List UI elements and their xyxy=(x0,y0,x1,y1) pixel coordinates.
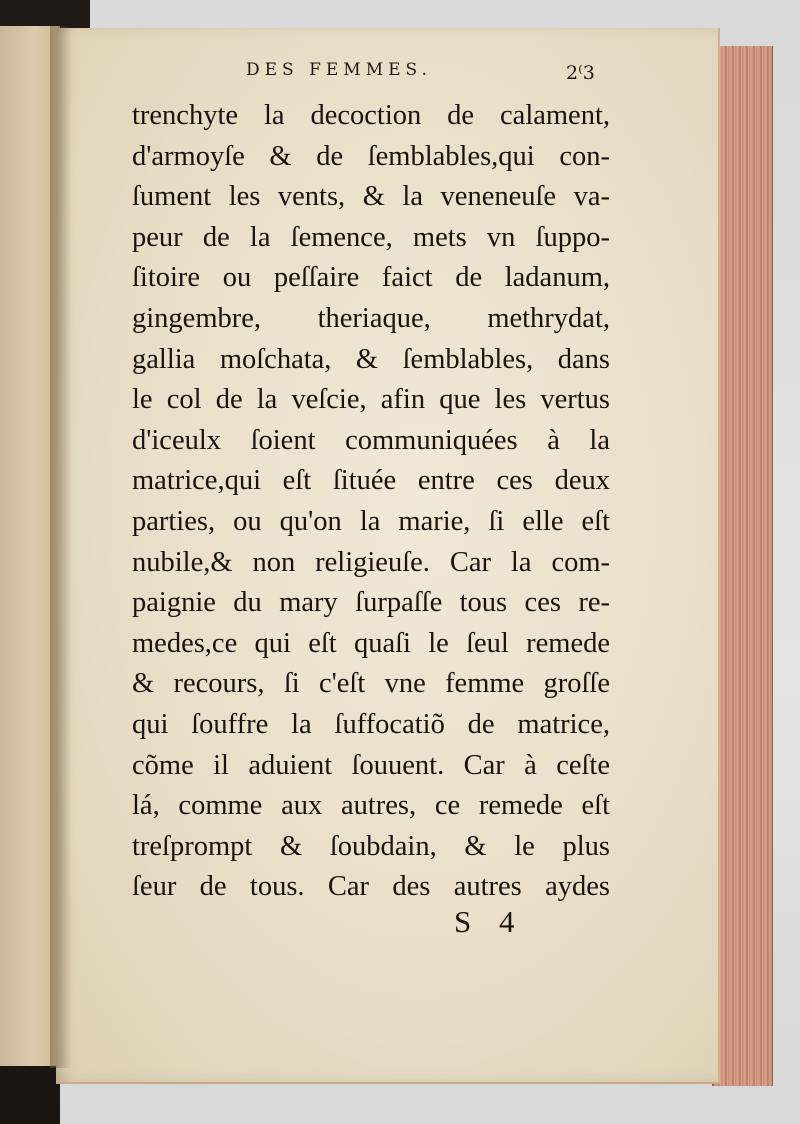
text-line: ſitoire ou peſſaire faict de ladanum, xyxy=(132,262,610,294)
text-line: gingembre, theriaque, methrydat, xyxy=(132,302,610,334)
text-line: nubile,& non religieuſe. Car la com- xyxy=(132,546,610,578)
text-line: matrice,qui eſt ſituée entre ces deux xyxy=(132,465,610,497)
text-line: gallia moſchata, & ſemblables, dans xyxy=(132,343,610,375)
text-line: d'armoyſe & de ſemblables,qui con- xyxy=(132,140,610,172)
text-line: trenchyte la decoction de calament, xyxy=(132,100,610,131)
page-number: 2⁽3 xyxy=(566,62,595,84)
gutter-shadow xyxy=(50,26,72,1068)
text-line: ſeur de tous. Car des autres aydes xyxy=(132,871,610,903)
running-head: DES FEMMES. xyxy=(246,60,432,80)
text-line: lá, comme aux autres, ce remede eſt xyxy=(132,790,610,822)
text-line: parties, ou qu'on la marie, ſi elle eſt xyxy=(132,505,610,537)
text-line: d'iceulx ſoient communiquées à la xyxy=(132,424,610,456)
signature-mark: S 4 xyxy=(454,904,525,939)
text-line: medes,ce qui eſt quaſi le ſeul remede xyxy=(132,627,610,659)
text-line: cõme il aduient ſouuent. Car à ceſte xyxy=(132,749,610,781)
text-line: qui ſouffre la ſuffocatiõ de matrice, xyxy=(132,708,610,740)
text-line: peur de la ſemence, mets vn ſuppo- xyxy=(132,221,610,253)
text-line: le col de la veſcie, afin que les vertus xyxy=(132,384,610,416)
background-edge-bottom xyxy=(0,1062,60,1124)
text-line: & recours, ſi c'eſt vne femme groſſe xyxy=(132,668,610,700)
body-text xyxy=(132,96,610,908)
text-line: paignie du mary ſurpaſſe tous ces re- xyxy=(132,587,610,619)
page-fore-edge xyxy=(712,46,773,1086)
text-line: treſprompt & ſoubdain, & le plus xyxy=(132,830,610,862)
text-line: ſument les vents, & la veneneuſe va- xyxy=(132,181,610,213)
